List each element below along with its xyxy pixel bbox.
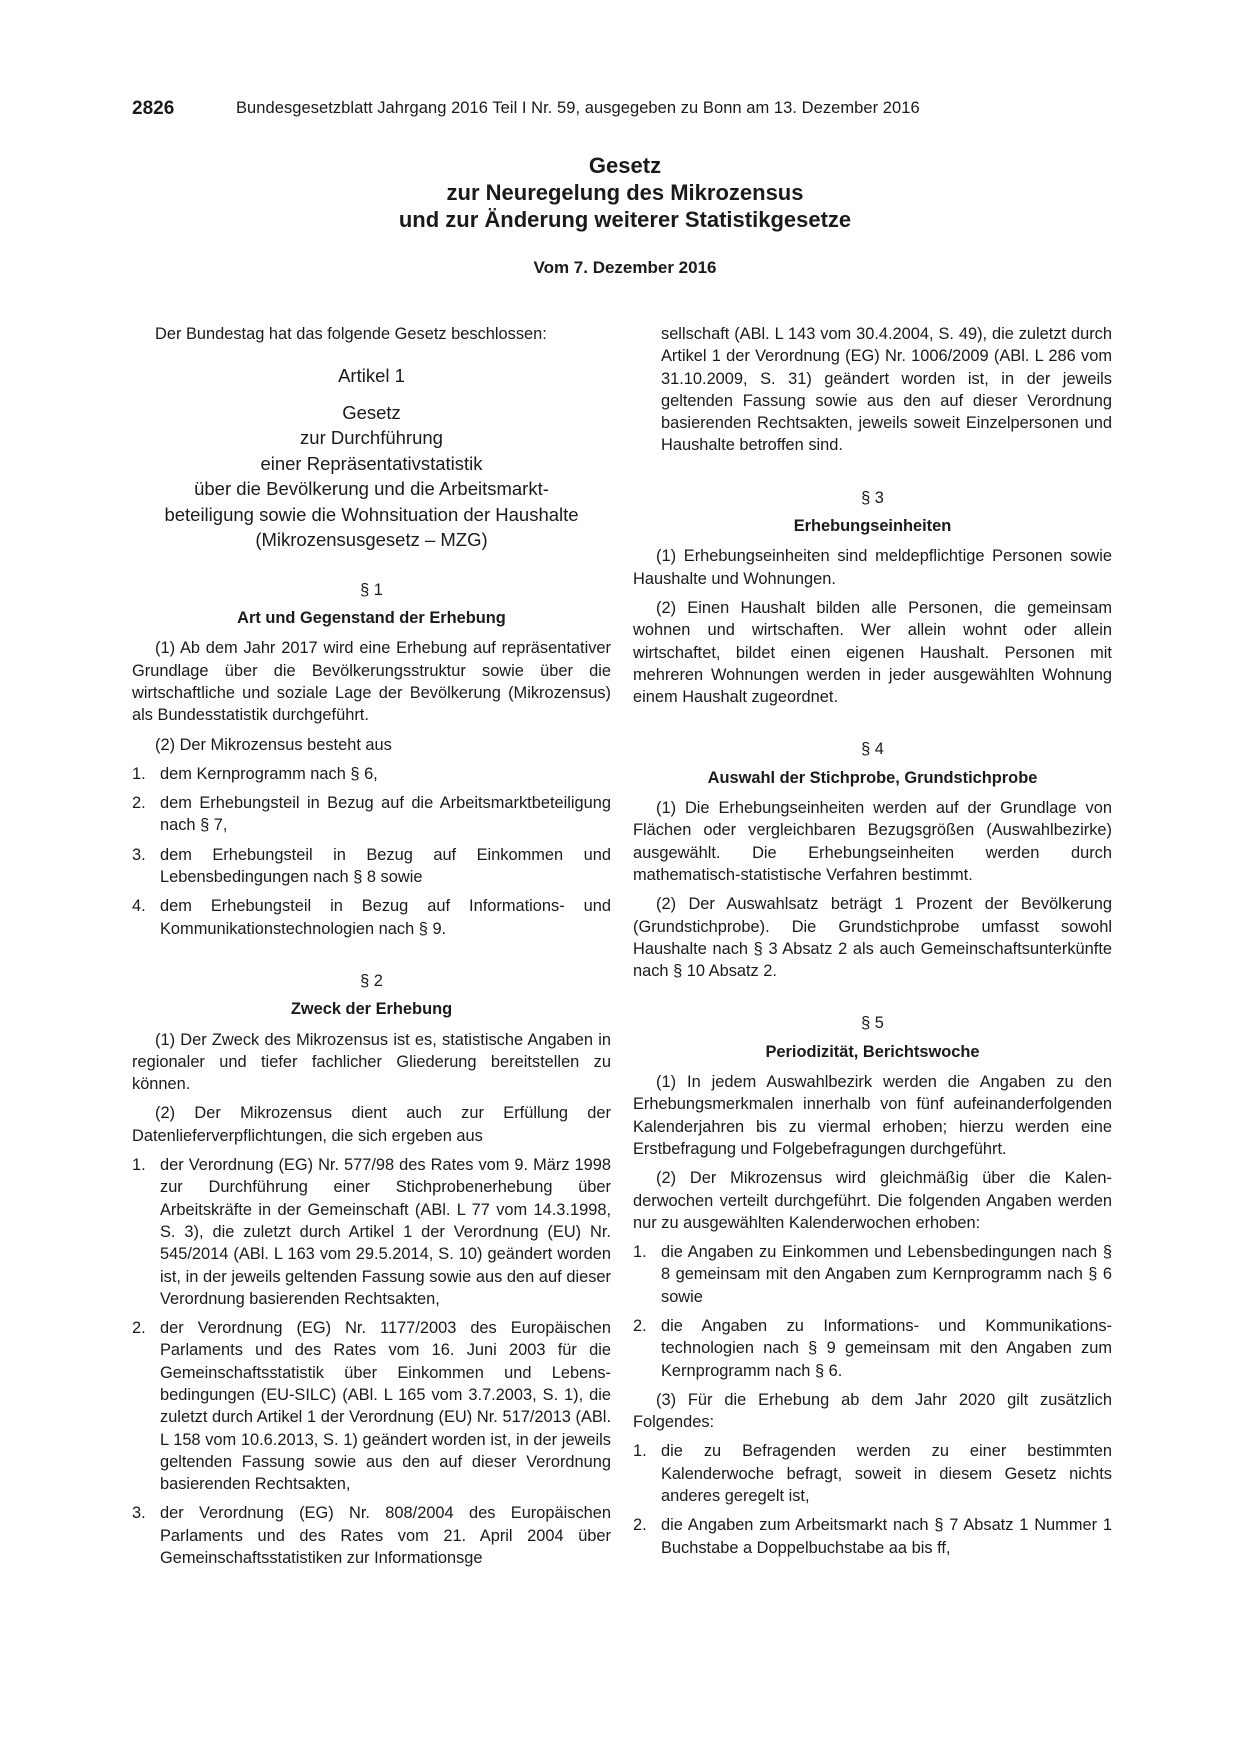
section-paragraph: (2) Der Auswahlsatz beträgt 1 Prozent der Bevölkerung (Grundstichprobe). Die Grundstichprobe umfasst sowohl Haushalte nach § 3 Absatz 2 als auch Gemeinschaftsunterkünfte nach § 10 Absatz 2. — [633, 895, 1112, 981]
list-item-text: die zu Befragenden werden zu einer bestimmten Kalenderwoche befragt, soweit in diesem Gesetz nichts anderes geregelt ist, — [661, 1442, 1112, 1506]
section-heading: Art und Gegenstand der Erhebung — [237, 609, 506, 628]
list-item-number: 2. — [132, 794, 146, 813]
running-header — [132, 98, 1112, 126]
list-item-number: 1. — [132, 1156, 146, 1175]
section-paragraph: (3) Für die Erhebung ab dem Jahr 2020 gilt zusätzlich Folgendes: — [633, 1390, 1112, 1432]
list-item — [132, 844, 611, 889]
list-item-text: dem Erhebungsteil in Bezug auf die Arbeitsmarktbeteiligung nach § 7, — [160, 794, 611, 835]
section-mark: § 5 — [861, 1014, 884, 1033]
page-number: 2826 — [132, 98, 175, 119]
law-title-line: Gesetz — [588, 153, 662, 178]
section-heading: Zweck der Erhebung — [290, 1000, 453, 1019]
section-paragraph: (2) Der Mikrozensus wird gleichmäßig über die Kalenderwochen verteilt durchgeführt. Die folgenden Angaben werden nur zu ausgewählten Kalenderwochen erhoben: — [633, 1169, 1112, 1232]
law-date: Vom 7. Dezember 2016 — [533, 258, 717, 277]
section-paragraph: (2) Der Mikrozensus dient auch zur Erfüllung der Datenlieferverpflichtungen, die sich ergeben aus — [132, 1104, 611, 1145]
right-column — [633, 323, 1112, 1566]
article-title-line: zur Durchführung — [300, 427, 443, 449]
list-item — [633, 1514, 1112, 1559]
list-item-text: dem Erhebungsteil in Bezug auf Informations- und Kommunikationstechnologien nach § 9. — [160, 897, 611, 938]
article-title-line: (Mikrozensusgesetz – MZG) — [255, 529, 488, 551]
list-item — [132, 1317, 611, 1495]
article-title-line: Gesetz — [342, 401, 401, 423]
section-heading: Periodizität, Berichtswoche — [765, 1042, 980, 1061]
list-item-text: der Verordnung (EG) Nr. 1177/2003 des Europäischen Parlaments und des Rates vom 16. Juni 2003 für die Gemeinschaftsstatistik über Einkommen und Lebensbedingungen (EU-SILC) (ABl. L 165 vom 3.7.2003, S. 1), die zuletzt durch Artikel 1 der Verordnung (EU) Nr. 517/2013 (ABl. L 158 vom 10.6.2013, S. 1) geändert worden ist, in der jeweils geltenden Fassung sowie aus den auf dieser Verordnung basierenden Rechtsakten, — [160, 1319, 611, 1494]
section-heading: Auswahl der Stichprobe, Grundstichprobe — [707, 768, 1038, 787]
list-item — [132, 895, 611, 940]
preamble: Der Bundestag hat das folgende Gesetz beschlossen: — [155, 325, 547, 343]
list-item-number: 2. — [633, 1516, 647, 1535]
law-title — [250, 152, 1000, 233]
list-item-text: die Angaben zu Einkommen und Lebensbedingungen nach § 8 gemeinsam mit den Angaben zum Kernprogramm nach § 6 sowie — [661, 1243, 1112, 1306]
list-item-continuation: sellschaft (ABl. L 143 vom 30.4.2004, S. 49), die zuletzt durch Artikel 1 der Verordnung (EG) Nr. 1006/2009 (ABl. L 286 vom 31.10.2009, S. 31) geändert worden ist, in der jeweils geltenden Fassung sowie aus den auf dieser Verordnung basierenden Rechtsakten, jeweils soweit Einzelpersonen und Haushalte betroffen sind. — [661, 325, 1112, 455]
section-mark: § 2 — [360, 971, 383, 990]
section-paragraph: (1) Ab dem Jahr 2017 wird eine Erhebung auf repräsentativer Grundlage über die Bevölkerungsstruktur sowie über die wirtschaftliche und soziale Lage der Bevölkerung (Mikrozensus) als Bundesstatistik durchgeführt. — [132, 639, 611, 725]
section-paragraph: (1) Die Erhebungseinheiten werden auf der Grundlage von Flächen oder vergleichbaren Bezugsgrößen (Auswahlbezirke) ausgewählt. Die Erhebungseinheiten werden durch mathematisch-statistische Verfahren bestimmt. — [633, 799, 1112, 884]
article-heading — [132, 363, 611, 553]
section-paragraph: (2) Der Mikrozensus besteht aus — [155, 735, 392, 754]
section-paragraph: (1) In jedem Auswahlbezirk werden die Angaben zu den Erhebungsmerkmalen innerhalb von fünf aufeinanderfolgenden Kalenderjahren bis zu viermal erhoben; hierzu werden eine Erstbefragung und Folgebefragungen durchgeführt. — [633, 1073, 1112, 1158]
list-item — [633, 1315, 1112, 1382]
law-title-line: zur Neuregelung des Mikrozensus — [446, 180, 804, 205]
list-item-number: 1. — [132, 764, 146, 783]
list-item-number: 1. — [633, 1243, 647, 1262]
section-mark: § 3 — [861, 488, 884, 507]
list-item-text: dem Kernprogramm nach § 6, — [160, 764, 378, 783]
section-mark: § 1 — [360, 580, 383, 599]
section-mark: § 4 — [861, 740, 884, 759]
list-item-number: 3. — [132, 1504, 146, 1523]
article-label: Artikel 1 — [338, 365, 405, 387]
section-paragraph: (2) Einen Haushalt bilden alle Personen, die gemeinsam wohnen und wirtschaften. Wer allein wohnt oder allein wirtschaftet, bildet einen eigenen Haushalt. Personen mit mehreren Wohnungen werden in jeder ausgewählten Wohnung einem Haushalt zugeordnet. — [633, 598, 1112, 707]
section-heading: Erhebungseinheiten — [793, 517, 952, 536]
list-item-number: 1. — [633, 1442, 647, 1461]
list-item-text: die Angaben zum Arbeitsmarkt nach § 7 Absatz 1 Nummer 1 Buchstabe a Doppelbuchstabe aa bis ff, — [661, 1516, 1112, 1557]
list-item-text: dem Erhebungsteil in Bezug auf Einkommen und Lebensbedingungen nach § 8 sowie — [160, 845, 611, 887]
left-column — [132, 323, 611, 1576]
gazette-line: Bundesgesetzblatt Jahrgang 2016 Teil I Nr. 59, ausgegeben zu Bonn am 13. Dezember 2016 — [236, 99, 920, 117]
list-item-text: der Verordnung (EG) Nr. 577/98 des Rates vom 9. März 1998 zur Durchführung einer Stichprobenerhebung über Arbeitskräfte in der Gemeinschaft (ABl. L 77 vom 14.3.1998, S. 3), die zuletzt durch Artikel 1 der Verordnung (EU) Nr. 545/2014 (ABl. L 163 vom 29.5.2014, S. 10) geändert worden ist, in der jeweils geltenden Fassung sowie aus den auf dieser Verordnung basierenden Rechtsakten, — [160, 1156, 611, 1308]
list-item — [633, 1241, 1112, 1308]
section-paragraph: (1) Der Zweck des Mikrozensus ist es, statistische Angaben in regionaler und tiefer fachlicher Gliederung bereitstellen zu können. — [132, 1030, 611, 1094]
list-item-text: die Angaben zu Informations- und Kommunikationstechnologien nach § 9 gemeinsam mit den Angaben zum Kernprogramm nach § 6. — [661, 1316, 1112, 1380]
article-title-line: einer Repräsentativstatistik — [260, 452, 483, 474]
list-item-text: der Verordnung (EG) Nr. 808/2004 des Europäischen Parlaments und des Rates vom 21. April 2004 über Gemeinschaftsstatistiken zur Informationsge — [160, 1504, 611, 1568]
list-item — [132, 763, 611, 785]
list-item-number: 3. — [132, 845, 146, 864]
list-item-number: 2. — [633, 1316, 647, 1335]
list-item-number: 4. — [132, 897, 146, 916]
law-title-line: und zur Änderung weiterer Statistikgesetze — [398, 207, 852, 232]
article-title-line: beteiligung sowie die Wohnsituation der Haushalte — [164, 503, 579, 525]
list-item — [132, 1502, 611, 1569]
list-item — [132, 792, 611, 837]
article-title-line: über die Bevölkerung und die Arbeitsmarkt- — [194, 478, 549, 500]
list-item — [633, 1440, 1112, 1507]
list-item-number: 2. — [132, 1319, 146, 1338]
section-paragraph: (1) Erhebungseinheiten sind meldepflichtige Personen sowie Haushalte und Wohnungen. — [633, 547, 1112, 588]
list-item — [132, 1154, 611, 1310]
